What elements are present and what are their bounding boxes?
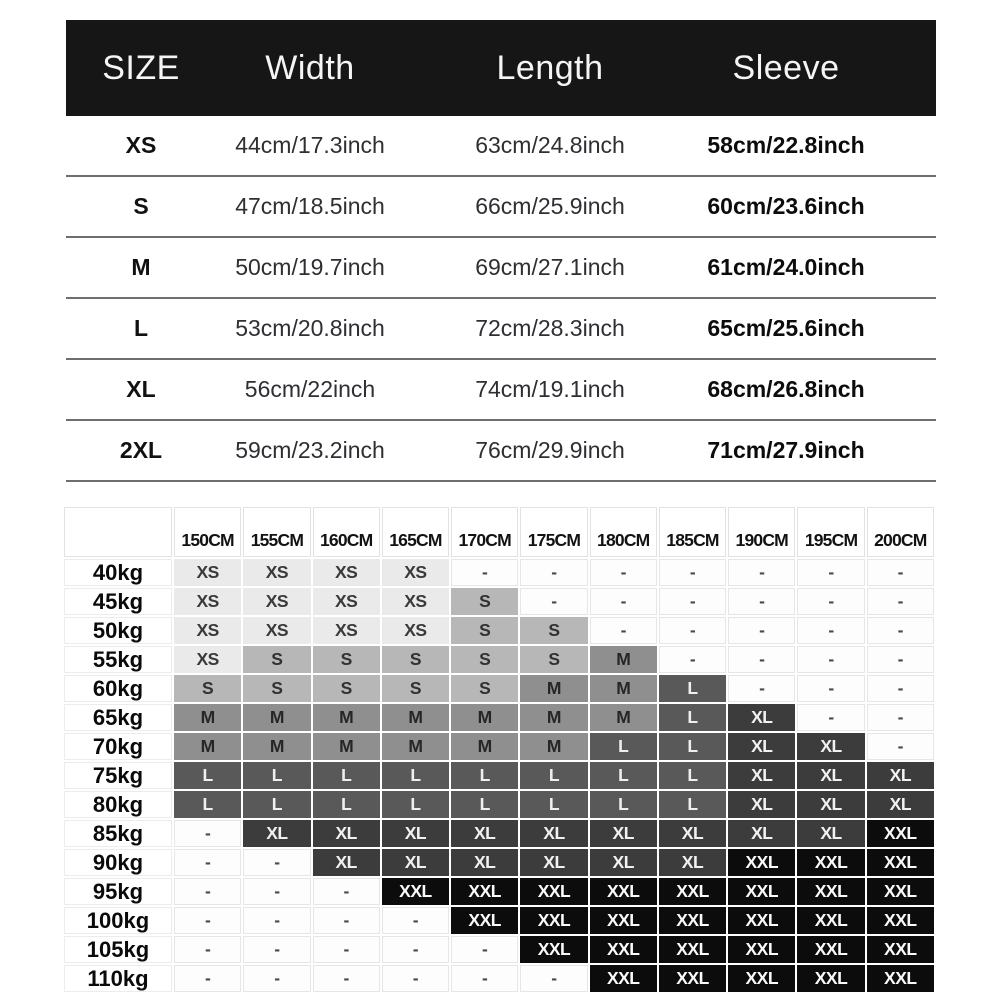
fit-cell-empty: - — [313, 965, 380, 992]
fit-cell-empty: - — [867, 559, 934, 586]
fit-cell-size: S — [451, 617, 518, 644]
fit-cell-size: L — [590, 733, 657, 760]
measure-cell-length: 69cm/27.1inch — [475, 254, 625, 280]
fit-cell-empty: - — [243, 878, 310, 905]
fit-cell-size: XXL — [797, 965, 864, 992]
fit-matrix-section — [62, 505, 936, 994]
fit-cell-empty: - — [382, 936, 449, 963]
fit-cell-size: S — [382, 675, 449, 702]
fit-cell-size: S — [174, 675, 241, 702]
fit-cell-size: L — [451, 762, 518, 789]
fit-matrix-row — [64, 907, 934, 934]
fit-cell-size: XXL — [382, 878, 449, 905]
fit-cell-size: XS — [313, 588, 380, 615]
fit-cell-size: S — [243, 646, 310, 673]
height-column-header: 175CM — [520, 507, 587, 557]
height-column-header: 195CM — [797, 507, 864, 557]
header-length-label: Length — [496, 48, 604, 87]
fit-cell-size: L — [174, 762, 241, 789]
fit-cell-size: XL — [313, 849, 380, 876]
fit-cell-size: M — [382, 733, 449, 760]
weight-row-header: 75kg — [64, 762, 172, 789]
fit-cell-size: XL — [728, 791, 795, 818]
height-column-header: 155CM — [243, 507, 310, 557]
fit-cell-size: M — [590, 675, 657, 702]
fit-cell-size: L — [382, 762, 449, 789]
fit-cell-empty: - — [797, 704, 864, 731]
measure-cell-size: M — [131, 254, 151, 280]
fit-cell-empty: - — [451, 559, 518, 586]
measure-row — [66, 421, 936, 482]
fit-matrix-row — [64, 936, 934, 963]
fit-cell-empty: - — [659, 588, 726, 615]
header-sleeve-label: Sleeve — [732, 48, 840, 87]
fit-cell-size: XXL — [659, 936, 726, 963]
fit-cell-size: XL — [659, 820, 726, 847]
fit-cell-size: XL — [451, 820, 518, 847]
fit-cell-size: S — [451, 646, 518, 673]
measure-cell-size: XL — [126, 376, 156, 402]
fit-cell-size: L — [659, 733, 726, 760]
measure-cell-width: 47cm/18.5inch — [235, 193, 385, 219]
measure-cell-size: L — [133, 315, 149, 341]
fit-cell-size: M — [520, 733, 587, 760]
fit-cell-size: L — [313, 791, 380, 818]
fit-matrix-row — [64, 762, 934, 789]
fit-cell-empty: - — [313, 936, 380, 963]
fit-cell-size: XXL — [867, 965, 934, 992]
height-column-header: 185CM — [659, 507, 726, 557]
measure-cell-sleeve: 68cm/26.8inch — [707, 376, 865, 402]
fit-cell-empty: - — [174, 878, 241, 905]
measure-cell-length: 66cm/25.9inch — [475, 193, 625, 219]
fit-cell-size: L — [174, 791, 241, 818]
fit-cell-size: XL — [520, 849, 587, 876]
fit-matrix-row — [64, 588, 934, 615]
fit-cell-empty: - — [243, 936, 310, 963]
fit-cell-size: XL — [243, 820, 310, 847]
height-column-header: 200CM — [867, 507, 934, 557]
fit-matrix-row — [64, 559, 934, 586]
fit-cell-size: XS — [243, 559, 310, 586]
weight-row-header: 50kg — [64, 617, 172, 644]
fit-cell-size: XL — [797, 733, 864, 760]
weight-row-header: 60kg — [64, 675, 172, 702]
fit-cell-empty: - — [659, 646, 726, 673]
fit-cell-size: XXL — [728, 878, 795, 905]
fit-matrix-header-row — [64, 507, 934, 557]
fit-cell-empty: - — [867, 733, 934, 760]
fit-cell-size: M — [520, 704, 587, 731]
fit-cell-size: L — [520, 791, 587, 818]
fit-cell-size: XXL — [867, 907, 934, 934]
fit-cell-size: XL — [728, 762, 795, 789]
fit-cell-empty: - — [313, 878, 380, 905]
fit-cell-size: XXL — [520, 936, 587, 963]
fit-cell-empty: - — [728, 646, 795, 673]
fit-cell-size: L — [659, 791, 726, 818]
measure-cell-length: 76cm/29.9inch — [475, 437, 625, 463]
fit-cell-size: XL — [313, 820, 380, 847]
fit-cell-empty: - — [451, 936, 518, 963]
fit-cell-size: XXL — [728, 936, 795, 963]
weight-row-header: 65kg — [64, 704, 172, 731]
height-column-header: 150CM — [174, 507, 241, 557]
fit-cell-size: M — [590, 704, 657, 731]
fit-cell-size: L — [659, 762, 726, 789]
fit-cell-size: XL — [520, 820, 587, 847]
fit-cell-size: XXL — [867, 878, 934, 905]
fit-cell-empty: - — [174, 820, 241, 847]
measure-row — [66, 116, 936, 177]
fit-cell-size: XS — [174, 646, 241, 673]
measure-cell-sleeve: 65cm/25.6inch — [707, 315, 865, 341]
fit-cell-empty: - — [590, 559, 657, 586]
weight-row-header: 45kg — [64, 588, 172, 615]
fit-cell-size: S — [313, 646, 380, 673]
fit-cell-empty: - — [174, 965, 241, 992]
weight-row-header: 110kg — [64, 965, 172, 992]
fit-cell-size: M — [243, 704, 310, 731]
fit-cell-size: L — [382, 791, 449, 818]
fit-cell-empty: - — [867, 704, 934, 731]
height-column-header: 160CM — [313, 507, 380, 557]
fit-cell-empty: - — [797, 646, 864, 673]
fit-cell-empty: - — [867, 646, 934, 673]
fit-matrix-row — [64, 617, 934, 644]
weight-row-header: 105kg — [64, 936, 172, 963]
fit-cell-size: M — [590, 646, 657, 673]
weight-row-header: 100kg — [64, 907, 172, 934]
fit-matrix-row — [64, 646, 934, 673]
fit-cell-size: XS — [174, 617, 241, 644]
fit-matrix-row — [64, 878, 934, 905]
fit-cell-empty: - — [382, 965, 449, 992]
height-column-header: 165CM — [382, 507, 449, 557]
weight-row-header: 80kg — [64, 791, 172, 818]
fit-cell-size: XL — [797, 791, 864, 818]
fit-cell-empty: - — [243, 965, 310, 992]
fit-cell-size: S — [313, 675, 380, 702]
fit-cell-size: XXL — [520, 907, 587, 934]
fit-cell-empty: - — [659, 559, 726, 586]
fit-cell-size: XL — [867, 762, 934, 789]
fit-matrix-row — [64, 965, 934, 992]
fit-matrix-row — [64, 791, 934, 818]
measure-cell-sleeve: 71cm/27.9inch — [707, 437, 865, 463]
fit-cell-size: XXL — [520, 878, 587, 905]
fit-cell-size: M — [174, 733, 241, 760]
fit-cell-size: L — [313, 762, 380, 789]
measure-cell-width: 50cm/19.7inch — [235, 254, 385, 280]
fit-cell-size: L — [659, 704, 726, 731]
fit-cell-size: XXL — [590, 907, 657, 934]
fit-cell-empty: - — [797, 675, 864, 702]
fit-cell-empty: - — [520, 588, 587, 615]
height-column-header: 170CM — [451, 507, 518, 557]
fit-cell-size: XL — [797, 762, 864, 789]
fit-cell-size: XL — [382, 820, 449, 847]
fit-matrix-table — [62, 505, 936, 994]
fit-cell-size: XXL — [659, 878, 726, 905]
fit-cell-size: L — [520, 762, 587, 789]
fit-cell-size: L — [590, 762, 657, 789]
fit-cell-empty: - — [520, 559, 587, 586]
fit-cell-size: S — [451, 588, 518, 615]
fit-matrix-row — [64, 675, 934, 702]
fit-cell-size: XXL — [867, 936, 934, 963]
weight-row-header: 55kg — [64, 646, 172, 673]
measure-table-header — [66, 20, 936, 116]
fit-cell-size: M — [382, 704, 449, 731]
weight-row-header: 90kg — [64, 849, 172, 876]
fit-cell-empty: - — [867, 675, 934, 702]
fit-cell-size: XL — [382, 849, 449, 876]
fit-matrix-row — [64, 733, 934, 760]
fit-cell-empty: - — [867, 617, 934, 644]
fit-cell-empty: - — [728, 617, 795, 644]
fit-cell-empty: - — [728, 675, 795, 702]
fit-cell-size: XL — [797, 820, 864, 847]
fit-cell-empty: - — [174, 849, 241, 876]
fit-cell-empty: - — [590, 588, 657, 615]
fit-cell-size: XS — [382, 617, 449, 644]
fit-cell-empty: - — [590, 617, 657, 644]
measure-cell-sleeve: 58cm/22.8inch — [707, 132, 865, 158]
height-column-header: 180CM — [590, 507, 657, 557]
fit-cell-size: S — [451, 675, 518, 702]
fit-cell-size: S — [382, 646, 449, 673]
fit-cell-size: XS — [382, 588, 449, 615]
measure-row — [66, 177, 936, 238]
measure-cell-width: 56cm/22inch — [244, 376, 376, 402]
fit-cell-size: S — [520, 617, 587, 644]
fit-cell-size: XXL — [659, 907, 726, 934]
fit-cell-size: L — [243, 762, 310, 789]
fit-cell-size: XXL — [867, 849, 934, 876]
measure-cell-size: 2XL — [119, 437, 163, 463]
weight-row-header: 70kg — [64, 733, 172, 760]
fit-cell-size: M — [451, 704, 518, 731]
fit-cell-size: XS — [174, 588, 241, 615]
fit-cell-empty: - — [797, 588, 864, 615]
fit-cell-size: M — [451, 733, 518, 760]
measure-cell-size: S — [133, 193, 149, 219]
fit-cell-empty: - — [520, 965, 587, 992]
fit-cell-size: XXL — [797, 936, 864, 963]
fit-cell-size: M — [520, 675, 587, 702]
fit-cell-empty: - — [451, 965, 518, 992]
fit-cell-size: XL — [659, 849, 726, 876]
weight-row-header: 40kg — [64, 559, 172, 586]
fit-cell-size: XXL — [797, 907, 864, 934]
fit-cell-size: XXL — [728, 965, 795, 992]
fit-cell-empty: - — [382, 907, 449, 934]
fit-cell-size: M — [313, 733, 380, 760]
measure-cell-width: 53cm/20.8inch — [235, 315, 385, 341]
measure-row — [66, 299, 936, 360]
fit-cell-size: XXL — [659, 965, 726, 992]
fit-cell-size: M — [243, 733, 310, 760]
fit-cell-empty: - — [174, 907, 241, 934]
fit-cell-size: XS — [313, 559, 380, 586]
fit-cell-empty: - — [174, 936, 241, 963]
fit-matrix-row — [64, 704, 934, 731]
fit-matrix-row — [64, 820, 934, 847]
fit-cell-empty: - — [728, 588, 795, 615]
fit-cell-size: M — [313, 704, 380, 731]
fit-cell-size: L — [590, 791, 657, 818]
fit-cell-empty: - — [243, 849, 310, 876]
header-size-label: SIZE — [102, 48, 180, 87]
fit-cell-size: S — [520, 646, 587, 673]
measure-cell-sleeve: 61cm/24.0inch — [707, 254, 865, 280]
fit-cell-size: XXL — [728, 907, 795, 934]
fit-cell-empty: - — [797, 617, 864, 644]
fit-cell-size: M — [174, 704, 241, 731]
measure-cell-width: 59cm/23.2inch — [235, 437, 385, 463]
fit-cell-size: XS — [313, 617, 380, 644]
fit-cell-size: L — [451, 791, 518, 818]
measure-cell-size: XS — [125, 132, 157, 158]
measure-row — [66, 360, 936, 421]
fit-cell-size: XXL — [797, 849, 864, 876]
fit-cell-size: XS — [382, 559, 449, 586]
fit-cell-empty: - — [867, 588, 934, 615]
fit-cell-size: L — [243, 791, 310, 818]
fit-cell-size: XS — [243, 588, 310, 615]
fit-matrix-corner-cell — [64, 507, 172, 557]
fit-cell-size: XXL — [728, 849, 795, 876]
fit-cell-size: XL — [728, 820, 795, 847]
fit-cell-size: XS — [243, 617, 310, 644]
fit-cell-empty: - — [313, 907, 380, 934]
fit-cell-size: XXL — [590, 965, 657, 992]
measure-table-body — [66, 116, 936, 482]
height-column-header: 190CM — [728, 507, 795, 557]
fit-cell-empty: - — [797, 559, 864, 586]
fit-cell-empty: - — [728, 559, 795, 586]
measure-cell-length: 74cm/19.1inch — [475, 376, 625, 402]
fit-cell-size: XL — [590, 820, 657, 847]
fit-cell-size: S — [243, 675, 310, 702]
fit-cell-size: XXL — [590, 936, 657, 963]
fit-cell-size: XXL — [590, 878, 657, 905]
fit-cell-size: XXL — [451, 907, 518, 934]
fit-cell-size: XL — [728, 704, 795, 731]
fit-cell-size: XS — [174, 559, 241, 586]
fit-cell-size: XXL — [797, 878, 864, 905]
fit-cell-size: XL — [867, 791, 934, 818]
measure-cell-length: 72cm/28.3inch — [475, 315, 625, 341]
fit-cell-size: XXL — [451, 878, 518, 905]
measure-cell-length: 63cm/24.8inch — [475, 132, 625, 158]
weight-row-header: 95kg — [64, 878, 172, 905]
fit-cell-size: XXL — [867, 820, 934, 847]
measure-row — [66, 238, 936, 299]
fit-cell-size: XL — [590, 849, 657, 876]
header-width-label: Width — [265, 48, 355, 87]
fit-matrix-row — [64, 849, 934, 876]
weight-row-header: 85kg — [64, 820, 172, 847]
fit-cell-empty: - — [243, 907, 310, 934]
measure-cell-width: 44cm/17.3inch — [235, 132, 385, 158]
fit-cell-size: XL — [728, 733, 795, 760]
fit-cell-size: L — [659, 675, 726, 702]
fit-cell-size: XL — [451, 849, 518, 876]
measure-cell-sleeve: 60cm/23.6inch — [707, 193, 865, 219]
fit-cell-empty: - — [659, 617, 726, 644]
